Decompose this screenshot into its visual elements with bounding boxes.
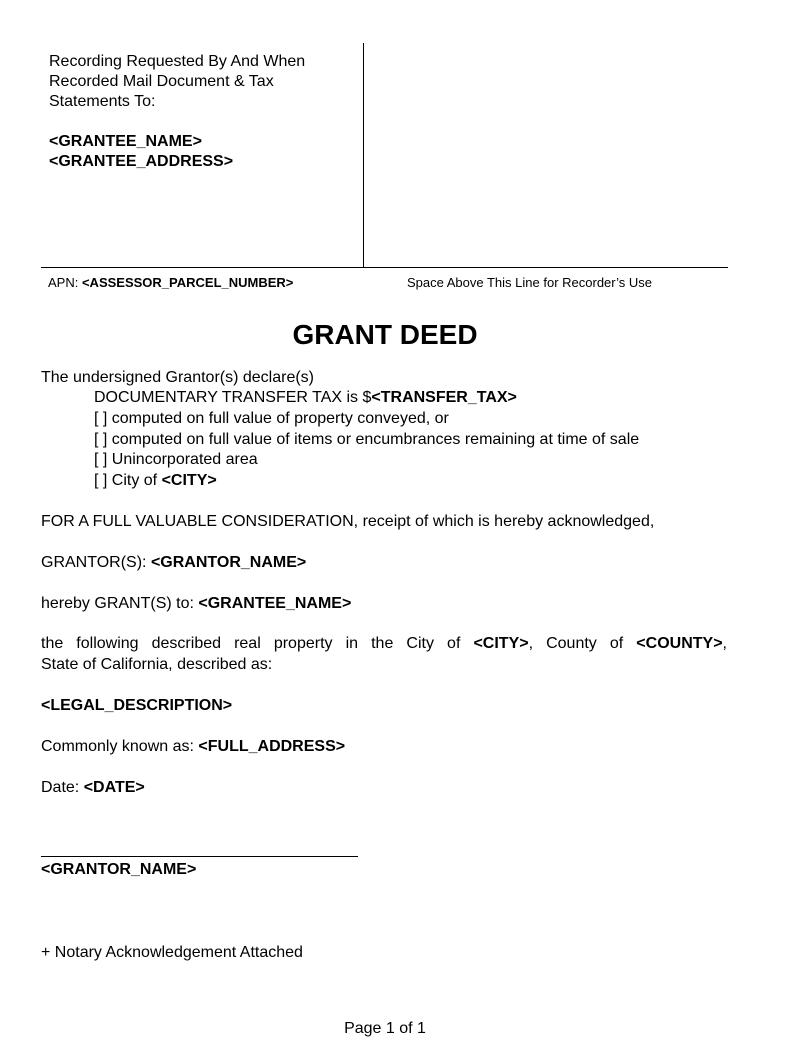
apn-value: <ASSESSOR_PARCEL_NUMBER>	[81, 275, 294, 290]
grant-to-line	[41, 594, 351, 614]
tax-option-unincorporated: [ ] Unincorporated area	[94, 451, 258, 468]
notary-note: + Notary Acknowledgement Attached	[41, 944, 303, 961]
grant-to-value: <GRANTEE_NAME>	[198, 595, 352, 612]
transfer-tax-label: DOCUMENTARY TRANSFER TAX is $	[94, 389, 372, 406]
grantor-line	[41, 553, 306, 573]
grantor-value: <GRANTOR_NAME>	[150, 554, 307, 571]
property-state-line: State of California, described as:	[41, 656, 273, 673]
recorder-divider-line	[41, 267, 728, 268]
transfer-tax-value: <TRANSFER_TAX>	[371, 389, 517, 406]
property-text-1: the following described real property in the City of	[41, 635, 474, 652]
signature-grantor-name: <GRANTOR_NAME>	[41, 861, 197, 878]
property-description-line	[41, 634, 727, 654]
tax-option-city-label: [ ] City of	[94, 472, 162, 489]
date-line	[41, 778, 145, 798]
recorder-use-note: Space Above This Line for Recorder’s Use	[407, 275, 652, 290]
apn-line	[48, 275, 293, 291]
recording-line-1: Recording Requested By And When	[49, 53, 306, 70]
commonly-known-value: <FULL_ADDRESS>	[198, 738, 346, 755]
recording-line-2: Recorded Mail Document & Tax	[49, 73, 274, 90]
page-number: Page 1 of 1	[344, 1020, 426, 1037]
document-title: GRANT DEED	[292, 319, 478, 350]
date-label: Date:	[41, 779, 84, 796]
tax-option-full-value: [ ] computed on full value of property conveyed, or	[94, 410, 449, 427]
commonly-known-line	[41, 737, 345, 757]
tax-option-encumbrances: [ ] computed on full value of items or encumbrances remaining at time of sale	[94, 431, 640, 448]
grantor-label: GRANTOR(S):	[41, 554, 151, 571]
recording-info	[49, 52, 349, 172]
consideration-statement: FOR A FULL VALUABLE CONSIDERATION, receipt of which is hereby acknowledged,	[41, 513, 655, 530]
grant-to-label: hereby GRANT(S) to:	[41, 595, 199, 612]
header-vertical-divider	[363, 43, 364, 267]
commonly-known-label: Commonly known as:	[41, 738, 199, 755]
tax-option-city-value: <CITY>	[161, 472, 217, 489]
property-text-2: , County of	[528, 635, 637, 652]
apn-label: APN:	[48, 275, 82, 290]
grantee-name: <GRANTEE_NAME>	[49, 133, 202, 150]
property-city: <CITY>	[473, 635, 529, 652]
transfer-tax-line	[94, 388, 517, 408]
date-value: <DATE>	[83, 779, 145, 796]
property-text-3: ,	[722, 635, 727, 652]
tax-option-city	[94, 471, 217, 491]
signature-line	[41, 856, 358, 857]
grantee-address: <GRANTEE_ADDRESS>	[49, 153, 234, 170]
declaration-intro: The undersigned Grantor(s) declare(s)	[41, 369, 315, 386]
recording-line-3: Statements To:	[49, 93, 156, 110]
legal-description: <LEGAL_DESCRIPTION>	[41, 697, 233, 714]
property-county: <COUNTY>	[636, 635, 723, 652]
